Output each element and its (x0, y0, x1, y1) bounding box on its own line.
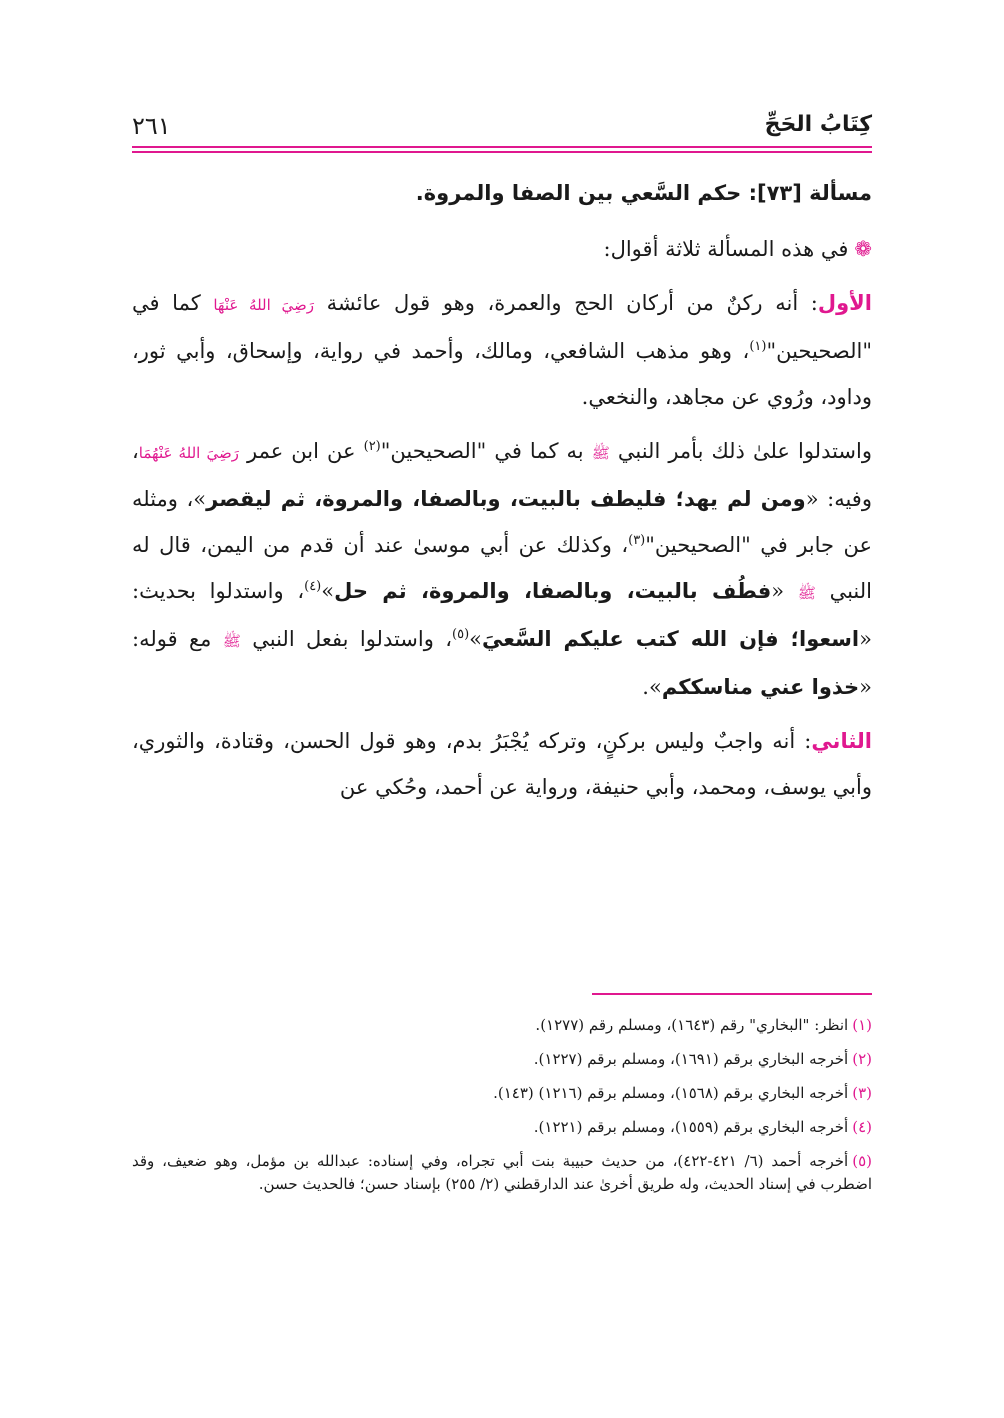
footnote-text: أخرجه البخاري برقم (١٦٩١)، ومسلم برقم (١٢٢٧). (533, 1050, 849, 1068)
first-opinion-label: الأول (817, 291, 872, 315)
evidence-text-12: مع قوله: « (132, 627, 872, 699)
main-text (132, 170, 872, 810)
evidence-text-13: ». (642, 675, 662, 699)
intro-text: في هذه المسألة ثلاثة أقوال: (603, 237, 849, 261)
prophet-honorific-icon: ﷺ (222, 632, 241, 650)
footnote-number: (٣) (852, 1084, 872, 1102)
footnote-separator (592, 993, 872, 995)
hadith-quote-3: اسعوا؛ فإن الله كتب عليكم السَّعيَ (482, 627, 860, 651)
evidence-text-10: » (469, 627, 483, 651)
ibn-umar-honorific-icon: رَضِيَ اللهُ عَنْهُمَا (138, 444, 239, 462)
footnote-number: (١) (852, 1016, 872, 1034)
first-text-1: : أنه ركنٌ من أركان الحج والعمرة، وهو قول عائشة (326, 291, 818, 315)
evidence-text-2: به كما في "الصحيحين" (380, 439, 584, 463)
evidence-text-11: ، واستدلوا بفعل النبي (252, 627, 453, 651)
footnote-text: أخرجه البخاري برقم (١٥٥٩)، ومسلم برقم (١٢٢١). (533, 1118, 849, 1136)
evidence-text-8: » (321, 579, 335, 603)
first-text-2: كما في "الصحيحين" (132, 291, 872, 363)
evidence-paragraph (132, 428, 872, 710)
footnote-5 (132, 1150, 872, 1196)
book-title: كِتَابُ الحَجِّ (764, 112, 872, 137)
footnote-ref-3[interactable]: (٣) (628, 533, 646, 548)
footnote-text: أخرجه أحمد (٦/ ٤٢١-٤٢٢)، من حديث حبيبة بنت أبي تجراه، وفي إسناده: عبدالله بن مؤمل، وهو ضعيف، وقد اضطرب في إسناد الحديث، وله طريق أخرىٰ عند الدارقطني (٢/ ٢٥٥) بإسناد حسن؛ فالحديث حسن. (132, 1152, 872, 1193)
header-rule-top (132, 146, 872, 148)
second-text-1: : أنه واجبٌ وليس بركنٍ، وتركه يُجْبَرُ بدم، وهو قول الحسن، وقتادة، والثوري، وأبي يوسف، ومحمد، وأبي حنيفة، ورواية عن أحمد، وحُكي عن (132, 729, 872, 799)
evidence-text-6: ، وكذلك عن أبي موسىٰ عند أن قدم من اليمن، قال له النبي (132, 533, 872, 603)
footnote-ref-4[interactable]: (٤) (304, 579, 322, 594)
footnote-4 (132, 1116, 872, 1139)
evidence-text-4: ، وفيه: « (132, 439, 872, 511)
evidence-text-7: « (771, 579, 785, 603)
intro-paragraph (132, 226, 872, 272)
footnote-ref-5[interactable]: (٥) (452, 627, 470, 642)
aisha-honorific-icon: رَضِيَ اللهُ عَنْهَا (213, 296, 315, 314)
second-opinion-paragraph (132, 718, 872, 810)
footnote-number: (٥) (852, 1152, 873, 1170)
evidence-text-1: واستدلوا علىٰ ذلك بأمر النبي (617, 439, 873, 463)
issue-label: مسألة [٧٣]: (748, 181, 872, 205)
hadith-quote-2: فطُف بالبيت، وبالصفا، والمروة، ثم حل (334, 579, 772, 603)
issue-title: حكم السَّعي بين الصفا والمروة. (415, 181, 742, 205)
prophet-honorific-icon: ﷺ (591, 444, 610, 462)
footnote-text: أخرجه البخاري برقم (١٥٦٨)، ومسلم برقم (١٢١٦) (١٤٣). (493, 1084, 849, 1102)
footnote-2 (132, 1048, 872, 1071)
footnote-number: (٤) (852, 1118, 872, 1136)
flower-ornament-icon: ❁ (854, 237, 872, 261)
evidence-text-3: عن ابن عمر (247, 439, 356, 463)
first-text-3: ، وهو مذهب الشافعي، ومالك، وأحمد في رواية، وإسحاق، وأبي ثور، وداود، ورُوي عن مجاهد، والنخعي. (132, 339, 872, 409)
hadith-quote-4: خذوا عني مناسككم (661, 675, 860, 699)
evidence-text-9: ، واستدلوا بحديث: « (132, 579, 872, 651)
footnote-3 (132, 1082, 872, 1105)
footnote-text: انظر: "البخاري" رقم (١٦٤٣)، ومسلم رقم (١٢٧٧). (535, 1016, 849, 1034)
footnote-ref-1[interactable]: (١) (749, 339, 767, 354)
header-rule-bottom (132, 151, 872, 153)
issue-heading (132, 170, 872, 216)
footnote-ref-2[interactable]: (٢) (363, 439, 381, 454)
prophet-honorific-icon: ﷺ (797, 584, 816, 602)
second-opinion-label: الثاني (811, 729, 872, 753)
page-header (132, 112, 872, 146)
page-number: ٢٦١ (132, 112, 171, 140)
footnotes (132, 1014, 872, 1207)
footnote-number: (٢) (852, 1050, 872, 1068)
evidence-text-5: »، ومثله عن جابر في "الصحيحين" (132, 487, 872, 557)
first-opinion-paragraph (132, 280, 872, 420)
hadith-quote-1: ومن لم يهد؛ فليطف بالبيت، وبالصفا، والمروة، ثم ليقصر (206, 487, 806, 511)
footnote-1 (132, 1014, 872, 1037)
